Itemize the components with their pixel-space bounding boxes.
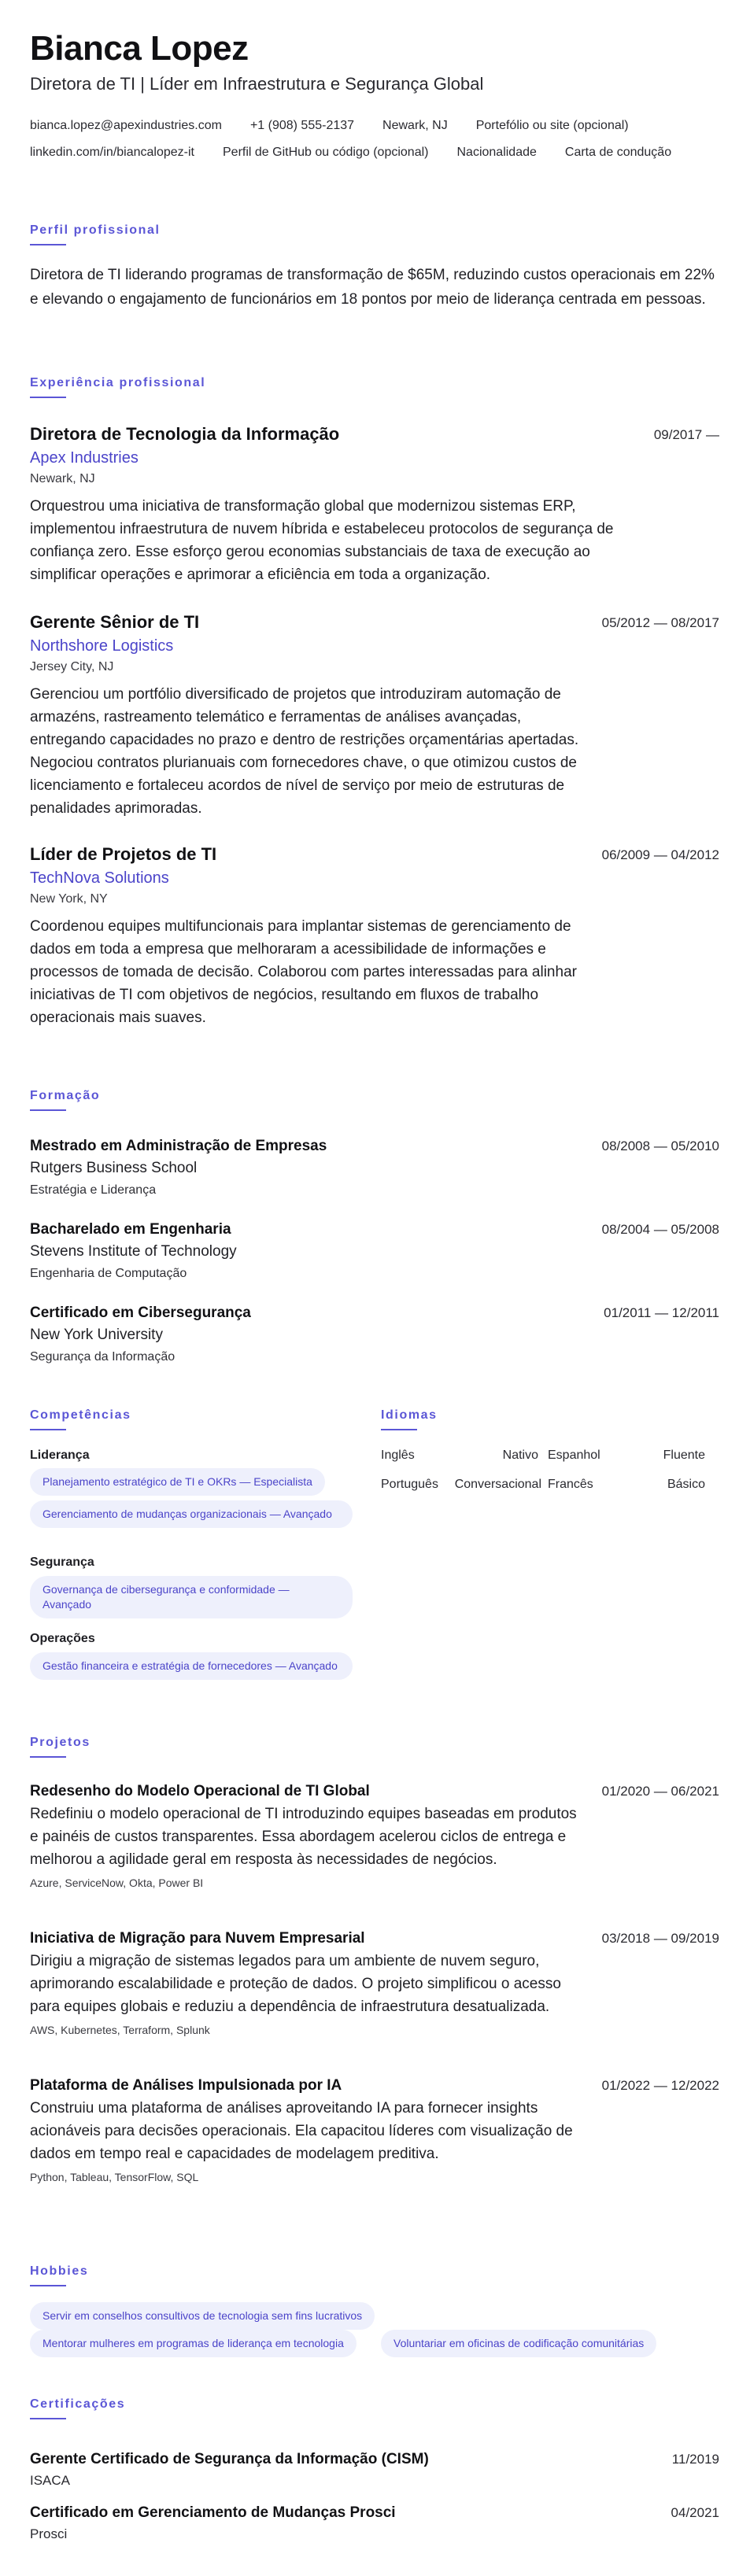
education-dates: 08/2004 — 05/2008 <box>601 1222 719 1237</box>
hobby-pill: Servir em conselhos consultivos de tecnologia sem fins lucrativos <box>30 2302 375 2330</box>
job-title: Diretora de Tecnologia da Informação <box>30 424 340 444</box>
candidate-name: Bianca Lopez <box>30 29 249 68</box>
education-school: Stevens Institute of Technology <box>30 1243 237 1260</box>
job-company: Apex Industries <box>30 449 139 467</box>
job-title: Gerente Sênior de TI <box>30 612 200 632</box>
project-item <box>30 1928 719 2038</box>
job-company: TechNova Solutions <box>30 869 169 887</box>
experience-item <box>30 423 719 586</box>
candidate-headline: Diretora de TI | Líder em Infraestrutura e Segurança Global <box>30 74 484 94</box>
project-description: Redefiniu o modelo operacional de TI introduzindo equipes baseadas em produtos e painéis de custos transparentes. Essa abordagem acelerou ciclos de entrega e melhorou a agilidade geral em resposta às necessidades de negócios. <box>30 1806 577 1868</box>
skill-pill: Gerenciamento de mudanças organizacionais — Avançado <box>30 1500 353 1528</box>
skill-group-title: Segurança <box>30 1556 94 1569</box>
contact-list <box>30 113 722 166</box>
certification-issuer: Prosci <box>30 2526 68 2541</box>
project-title: Plataforma de Análises Impulsionada por IA <box>30 2077 342 2094</box>
contact-location: Newark, NJ <box>382 119 448 132</box>
education-field: Estratégia e Liderança <box>30 1183 157 1197</box>
hobbies-section-title: Hobbies <box>30 2264 89 2278</box>
contact-license: Carta de condução <box>564 146 672 159</box>
projects-section-title: Projetos <box>30 1736 91 1749</box>
language-name: Inglês <box>381 1449 415 1462</box>
language-level: Fluente <box>663 1449 705 1462</box>
skill-group-title: Liderança <box>30 1449 90 1462</box>
certification-item <box>30 2449 719 2490</box>
language-level: Conversacional <box>454 1478 541 1491</box>
education-field: Engenharia de Computação <box>30 1267 187 1280</box>
contact-linkedin[interactable]: linkedin.com/in/biancalopez-it <box>30 146 194 159</box>
job-title: Líder de Projetos de TI <box>30 844 217 864</box>
project-item <box>30 1781 719 1891</box>
job-location: Newark, NJ <box>30 472 95 485</box>
section-underline <box>30 2285 66 2286</box>
languages-section-title: Idiomas <box>381 1408 438 1422</box>
skill-group-title: Operações <box>30 1632 95 1645</box>
job-description: Gerenciou um portfólio diversificado de projetos que introduziram automação de armazéns, rastreamento telemático e ferramentas de análises avançadas, entregando capacidades no prazo e dentro de restrições orçamentárias apertadas. Negociou contratos plurianuais com fornecedores chave, o que otimizou custos de licenciamento e fortaleceu acordos de nível de serviço por meio de estruturas de penalidades aprimoradas. <box>30 686 579 817</box>
contact-phone[interactable]: +1 (908) 555-2137 <box>249 119 355 132</box>
project-technologies: Python, Tableau, TensorFlow, SQL <box>30 2171 199 2183</box>
project-item <box>30 2076 719 2185</box>
certification-date: 04/2021 <box>671 2505 719 2520</box>
skill-pill: Gestão financeira e estratégia de fornecedores — Avançado <box>30 1652 353 1680</box>
project-description: Dirigiu a migração de sistemas legados para um ambiente de nuvem seguro, aprimorando escalabilidade e proteção de dados. O projeto simplificou o acesso para equipes globais e reduziu a dependência de infraestrutura desatualizada. <box>30 1953 561 2015</box>
section-underline <box>30 397 66 398</box>
certification-item <box>30 2503 719 2544</box>
language-name: Francês <box>548 1478 593 1491</box>
job-dates: 09/2017 — <box>653 427 719 442</box>
project-dates: 01/2022 — 12/2022 <box>601 2078 719 2093</box>
project-dates: 01/2020 — 06/2021 <box>601 1784 719 1799</box>
section-underline <box>30 1429 66 1430</box>
job-dates: 06/2009 — 04/2012 <box>601 847 719 862</box>
education-school: New York University <box>30 1327 163 1343</box>
experience-section-title: Experiência profissional <box>30 376 206 389</box>
education-degree: Mestrado em Administração de Empresas <box>30 1138 327 1154</box>
job-description: Orquestrou uma iniciativa de transformação global que modernizou sistemas ERP, implementou infraestrutura de nuvem híbrida e estabeleceu protocolos de segurança de confiança zero. Esse esforço gerou economias substanciais de taxa de execução ao simplificar operações e aprimorar a eficiência em toda a organização. <box>30 498 614 583</box>
project-dates: 03/2018 — 09/2019 <box>601 1931 719 1946</box>
language-name: Português <box>381 1478 438 1491</box>
contact-nationality: Nacionalidade <box>456 146 537 159</box>
section-underline <box>30 244 66 245</box>
language-level: Nativo <box>502 1449 538 1462</box>
job-dates: 05/2012 — 08/2017 <box>601 615 719 630</box>
section-underline <box>30 1756 66 1758</box>
project-title: Redesenho do Modelo Operacional de TI Global <box>30 1783 370 1799</box>
education-school: Rutgers Business School <box>30 1160 198 1176</box>
experience-item <box>30 843 719 1029</box>
project-technologies: AWS, Kubernetes, Terraform, Splunk <box>30 2024 210 2036</box>
section-underline <box>381 1429 417 1430</box>
hobby-pill: Voluntariar em oficinas de codificação comunitárias <box>381 2330 656 2357</box>
section-underline <box>30 1109 66 1111</box>
education-dates: 08/2008 — 05/2010 <box>601 1139 719 1153</box>
contact-email[interactable]: bianca.lopez@apexindustries.com <box>30 119 222 132</box>
education-section-title: Formação <box>30 1089 101 1102</box>
education-item <box>30 1303 719 1366</box>
project-technologies: Azure, ServiceNow, Okta, Power BI <box>30 1877 204 1889</box>
project-description: Construiu uma plataforma de análises aproveitando IA para fornecer insights acionáveis para decisões operacionais. Ela capacitou líderes com visualização de dados em tempo real e capacidades de modelagem preditiva. <box>30 2100 573 2162</box>
job-location: Jersey City, NJ <box>30 660 114 674</box>
certification-issuer: ISACA <box>30 2473 71 2488</box>
profile-section-title: Perfil profissional <box>30 223 161 237</box>
contact-portfolio[interactable]: Portefólio ou site (opcional) <box>475 119 629 132</box>
education-item <box>30 1220 719 1282</box>
contact-github[interactable]: Perfil de GitHub ou código (opcional) <box>223 146 429 159</box>
skill-pill: Planejamento estratégico de TI e OKRs — Especialista <box>30 1468 325 1496</box>
language-name: Espanhol <box>548 1449 600 1462</box>
certification-name: Certificado em Gerenciamento de Mudanças Prosci <box>30 2504 396 2521</box>
project-title: Iniciativa de Migração para Nuvem Empresarial <box>30 1930 365 1947</box>
job-location: New York, NY <box>30 892 108 906</box>
education-field: Segurança da Informação <box>30 1350 175 1364</box>
certifications-section-title: Certificações <box>30 2397 126 2411</box>
job-description: Coordenou equipes multifuncionais para implantar sistemas de gerenciamento de dados em toda a empresa que melhoraram a acessibilidade de informações e processos de tomada de decisão. Colaborou com partes interessadas para alinhar iniciativas de TI com objetivos de negócios, resultando em fluxos de trabalho operacionais mais suaves. <box>30 918 577 1026</box>
profile-summary: Diretora de TI liderando programas de transformação de $65M, reduzindo custos operacionais em 22% e elevando o engajamento de funcionários em 18 pontos por meio de liderança centrada em pessoas. <box>30 267 715 308</box>
education-degree: Certificado em Cibersegurança <box>30 1305 251 1321</box>
skills-section-title: Competências <box>30 1408 131 1422</box>
job-company: Northshore Logistics <box>30 637 174 655</box>
experience-item <box>30 611 719 820</box>
education-dates: 01/2011 — 12/2011 <box>604 1305 719 1320</box>
skill-pill: Governança de cibersegurança e conformidade — Avançado <box>30 1576 353 1618</box>
section-underline <box>30 2418 66 2419</box>
education-degree: Bacharelado em Engenharia <box>30 1221 231 1238</box>
hobby-pill: Mentorar mulheres em programas de liderança em tecnologia <box>30 2330 357 2357</box>
certification-name: Gerente Certificado de Segurança da Informação (CISM) <box>30 2451 429 2467</box>
education-item <box>30 1136 719 1199</box>
language-level: Básico <box>667 1478 705 1491</box>
certification-date: 11/2019 <box>671 2452 719 2467</box>
